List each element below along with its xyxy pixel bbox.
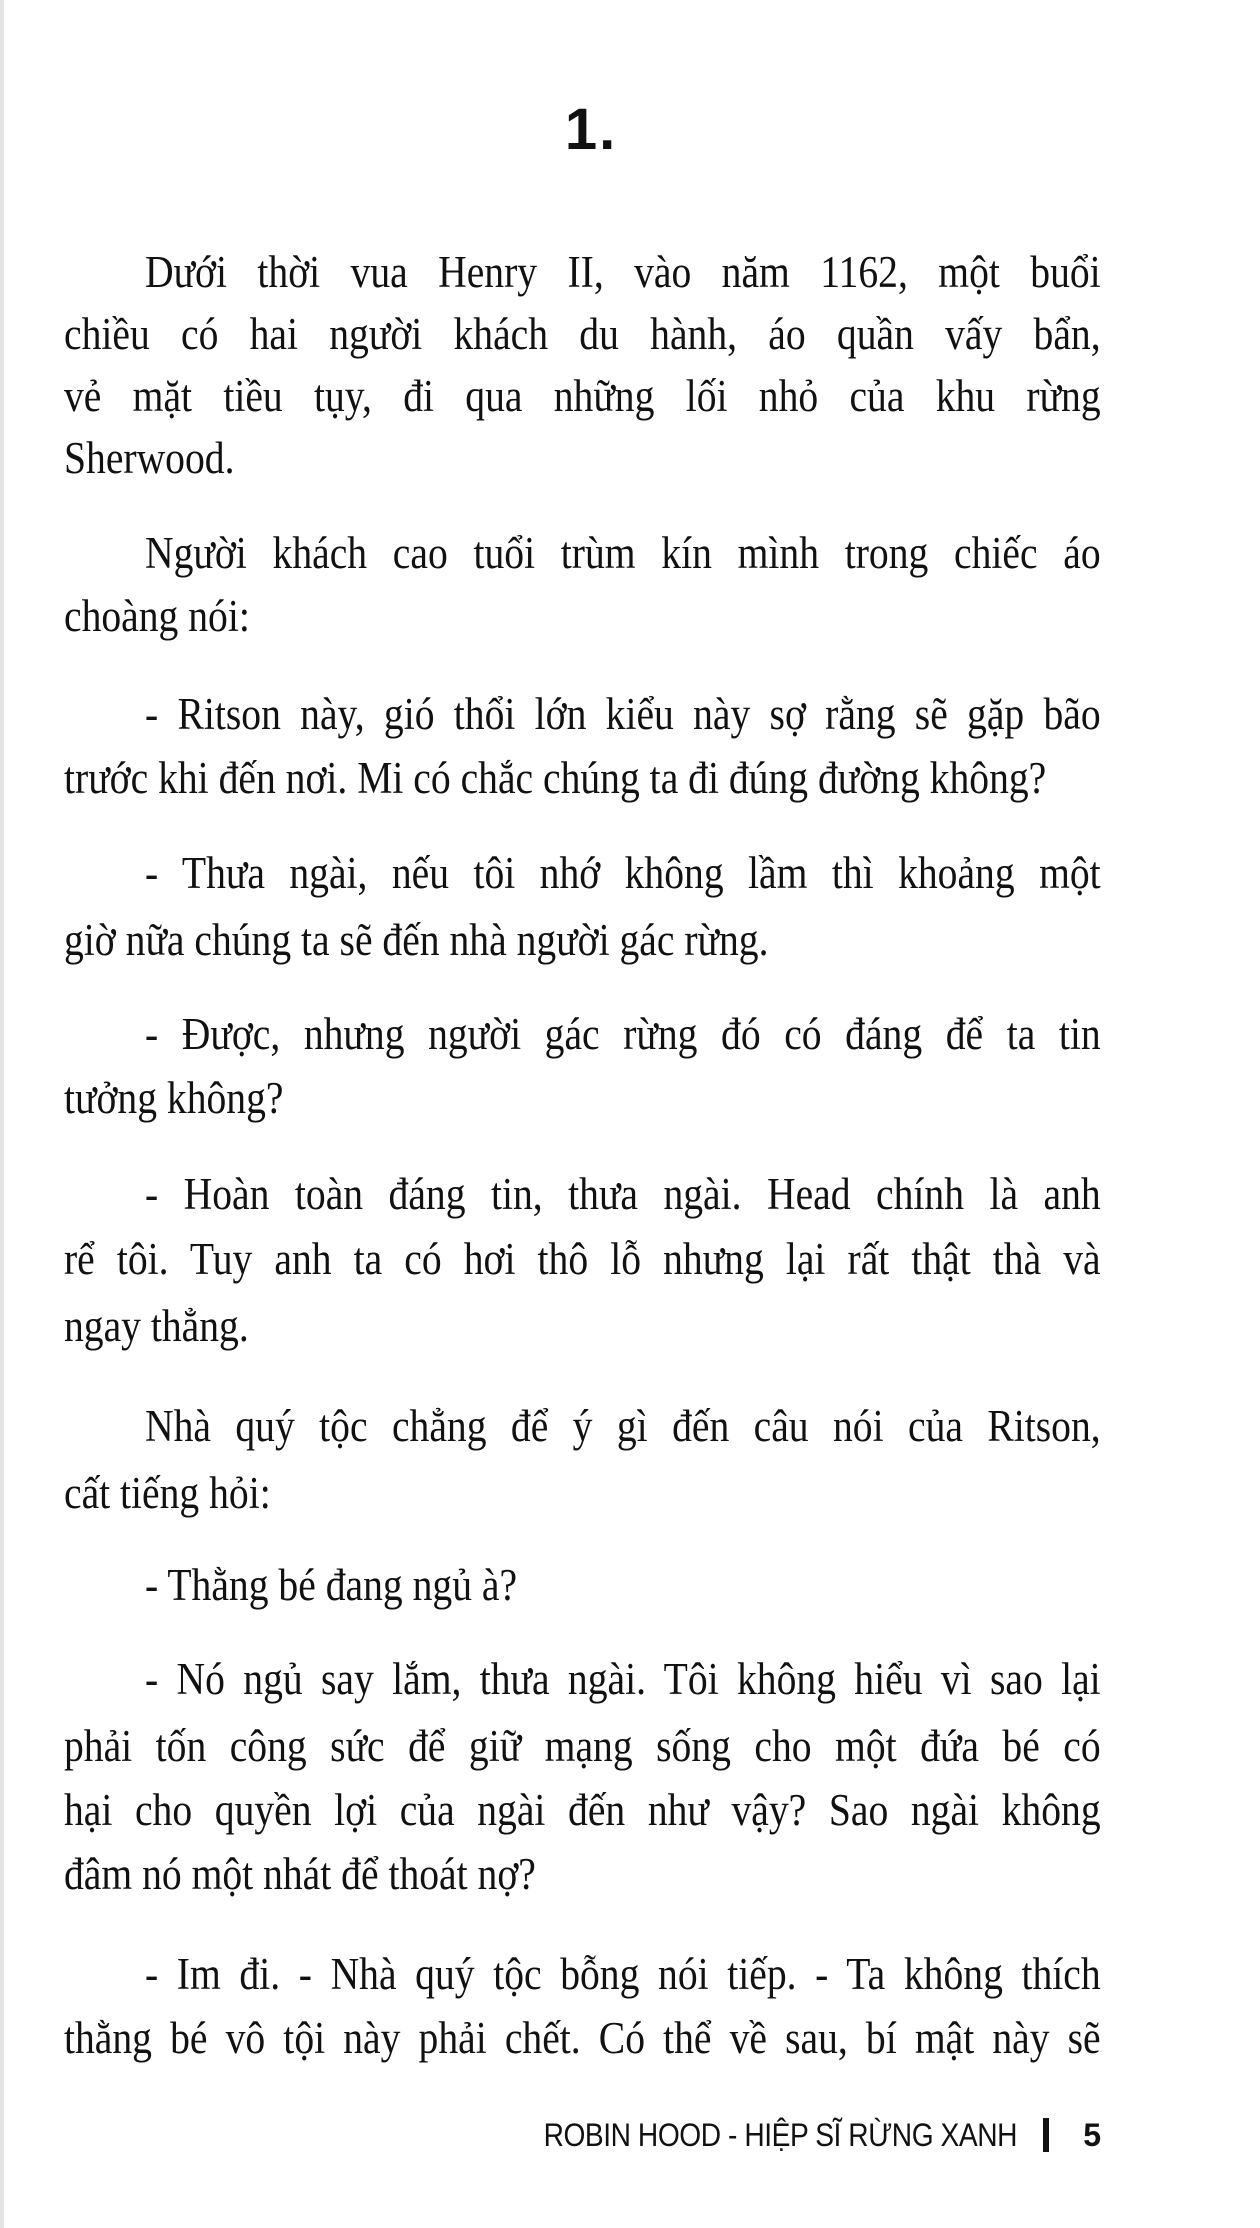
text-line: choàng nói: [64, 591, 250, 641]
text-line: Sherwood. [64, 433, 235, 483]
text-line: - Nó ngủ say lắm, thưa ngài. Tôi không hiểu vì sao lại [145, 1654, 1101, 1704]
text-line: - Thưa ngài, nếu tôi nhớ không lầm thì khoảng một [145, 848, 1101, 898]
page-number: 5 [1083, 2116, 1101, 2153]
running-title: ROBIN HOOD - HIỆP SĨ RỪNG XANH [543, 2116, 1018, 2153]
text-line: Người khách cao tuổi trùm kín mình trong chiếc áo [145, 528, 1101, 578]
text-line: Nhà quý tộc chẳng để ý gì đến câu nói của Ritson, [145, 1401, 1101, 1451]
footer-divider [1043, 2118, 1049, 2152]
text-line: trước khi đến nơi. Mi có chắc chúng ta đi đúng đường không? [64, 753, 1047, 803]
text-line: vẻ mặt tiều tụy, đi qua những lối nhỏ của khu rừng [64, 371, 1101, 421]
text-line: Dưới thời vua Henry II, vào năm 1162, một buổi [145, 247, 1101, 297]
text-line: - Ritson này, gió thổi lớn kiểu này sợ rằng sẽ gặp bão [145, 689, 1101, 739]
text-line: giờ nữa chúng ta sẽ đến nhà người gác rừng. [64, 915, 769, 965]
text-line: - Được, nhưng người gác rừng đó có đáng để ta tin [145, 1009, 1101, 1059]
text-line: thằng bé vô tội này phải chết. Có thể về sau, bí mật này sẽ [64, 2013, 1101, 2063]
text-line: phải tốn công sức để giữ mạng sống cho một đứa bé có [64, 1721, 1101, 1771]
text-line: - Im đi. - Nhà quý tộc bỗng nói tiếp. - Ta không thích [145, 1949, 1101, 1999]
chapter-heading: 1. [564, 97, 618, 162]
text-line: - Hoàn toàn đáng tin, thưa ngài. Head chính là anh [145, 1169, 1101, 1219]
text-line: tưởng không? [64, 1073, 284, 1123]
text-line: - Thằng bé đang ngủ à? [145, 1560, 518, 1610]
text-line: ngay thẳng. [64, 1301, 249, 1351]
text-line: cất tiếng hỏi: [64, 1468, 271, 1518]
page-footer [0, 2110, 1101, 2160]
text-line: rể tôi. Tuy anh ta có hơi thô lỗ nhưng lại rất thật thà và [64, 1234, 1101, 1284]
text-line: hại cho quyền lợi của ngài đến như vậy? Sao ngài không [64, 1785, 1101, 1835]
text-line: chiều có hai người khách du hành, áo quần vấy bẩn, [64, 309, 1101, 359]
text-line: đâm nó một nhát để thoát nợ? [64, 1849, 536, 1899]
page-edge [0, 0, 4, 2228]
